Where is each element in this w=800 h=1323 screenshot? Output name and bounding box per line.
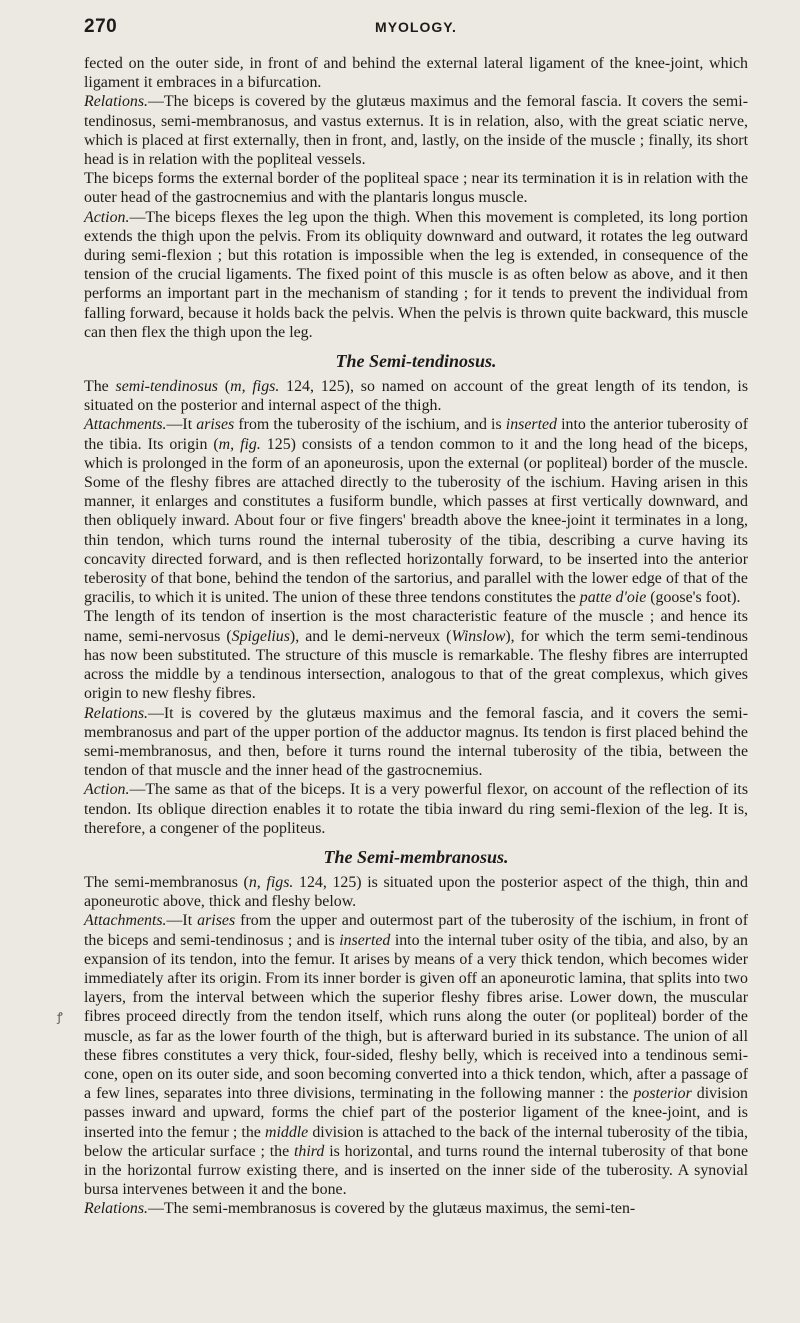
paragraph-lead: Relations. [84, 704, 148, 722]
paragraph: The length of its tendon of insertion is the most characteristic feature of the muscle ; and hence its name, semi-nervosus (Spigelius), and le demi-nerveux (Winslow), for which the term semi-tendinous has now been substituted. The structure of this muscle is remarkable. The fleshy fibres are interrupted across the middle by a tendinous intersection, analogous to that of the great complexus, which gives origin to new fleshy fibres. [84, 608, 748, 703]
paragraph: The semi-membranosus (n, figs. 124, 125) is situated upon the posterior aspect of the thigh, thin and aponeurotic above, thick and fleshy below. [84, 873, 748, 911]
page-number: 270 [84, 16, 118, 37]
paragraph: Attachments.—It arises from the upper and outermost part of the tuberosity of the ischium, in front of the biceps and semi-tendinosus ; and is inserted into the internal tuber osity of the tibia, and also, by an expansion of its tendon, into the femur. It arises by means of a very thick tendon, which becomes wider immediately after its origin. From its inner border is given off an aponeurotic lamina, that splits into two layers, from the interval between which the superior fleshy fibres arise. Lower down, the muscular fibres proceed directly from the tendon itself, which runs along the outer (or popliteal) border of the muscle, as far as the lower fourth of the thigh, but is afterward buried in its substance. The union of all these fibres constitutes a very thick, four-sided, fleshy belly, which is received into a tendinous semi-cone, open on its outer side, and soon becoming converted into a thick tendon, which, after a passage of a few lines, separates into three divisions, terminating in the following manner : the posterior division passes inward and upward, forms the chief part of the posterior ligament of the knee-joint, and is inserted into the femur ; the middle division is attached to the back of the internal tuberosity of the tibia, below the articular surface ; the third is horizontal, and turns round the internal tuberosity of that bone in the horizontal furrow existing there, and is inserted on the inner side of the tuberosity. A synovial bursa intervenes between it and the bone. [84, 912, 749, 1199]
paragraph: Action.—The biceps flexes the leg upon the thigh. When this movement is completed, its long portion extends the thigh upon the pelvis. From its obliquity downward and outward, it rotates the leg outward during semi-flexion ; but this rotation is impossible when the leg is extended, in consequence of the tension of the crucial ligaments. The fixed point of this muscle is as often below as above, and it then performs an important part in the mechanism of standing ; for it tends to prevent the individual from falling forward, because it holds back the pelvis. When the pelvis is thrown quite backward, this muscle can then flex the thigh upon the leg. [84, 208, 748, 341]
margin-mark: ꝭ [57, 1010, 63, 1024]
running-title: MYOLOGY. [375, 19, 457, 35]
paragraph-lead: Relations. [84, 1200, 148, 1218]
section-heading: The Semi-tendinosus. [335, 351, 497, 372]
paragraph: The semi-tendinosus (m, figs. 124, 125), so named on account of the great length of its tendon, is situated on the posterior and internal aspect of the thigh. [84, 378, 748, 415]
running-head [84, 16, 748, 40]
paragraph: The biceps forms the external border of the popliteal space ; near its termination it is in relation with the outer head of the gastrocnemius and with the plantaris longus muscle. [84, 170, 748, 207]
paragraph: Relations.—The semi-membranosus is covered by the glutæus maximus, the semi-ten- [84, 1200, 636, 1218]
section-heading: The Semi-membranosus. [323, 846, 509, 867]
paragraph: Action.—The same as that of the biceps. It is a very powerful flexor, on account of the reflection of its tendon. Its oblique direction enables it to rotate the tibia inward du ring semi-flexion of the leg. It is, therefore, a congener of the popliteus. [84, 781, 748, 837]
paragraph: Relations.—The biceps is covered by the glutæus maximus and the femoral fascia. It covers the semi-tendinosus, semi-membranosus, and vastus externus. It is in relation, also, with the great sciatic nerve, which is placed at first externally, then in front, and, lastly, on the inside of the muscle ; finally, its short head is in relation with the popliteal vessels. [84, 93, 748, 169]
paragraph-lead: Attachments. [84, 416, 167, 434]
paragraph: fected on the outer side, in front of and behind the external lateral ligament of the knee-joint, which ligament it embraces in a bifurcation. [84, 55, 748, 92]
paragraph-lead: Attachments. [84, 912, 167, 930]
paragraph-lead: Action. [84, 781, 130, 799]
paragraph: Attachments.—It arises from the tuberosity of the ischium, and is inserted into the anterior tuberosity of the tibia. Its origin (m, fig. 125) consists of a tendon common to it and the long head of the biceps, which is prolonged in the form of an aponeurosis, upon the external (or popliteal) border of the muscle. Some of the fleshy fibres are attached directly to the tuberosity of the ischium. Having arisen in this manner, it enlarges and constitutes a fusiform bundle, which passes at first vertically downward, and then obliquely inward. About four or five fingers' breadth above the knee-joint it terminates in a long, thin tendon, which turns round the internal tuberosity of the tibia, describing a curve having its concavity directed forward, and is then reflected horizontally forward, to be inserted into the anterior teberosity of that bone, behind the tendon of the sartorius, and parallel with the lower edge of that of the gracilis, to which it is united. The union of these three tendons constitutes the patte d'oie (goose's foot). [84, 416, 748, 607]
paragraph: Relations.—It is covered by the glutæus maximus and the femoral fascia, and it covers the semi-membranosus and part of the upper portion of the adductor magnus. Its tendon is first placed behind the semi-membranosus, and then, before it turns round the internal tuberosity of the tibia, between the tendon of that muscle and the inner head of the gastrocnemius. [84, 704, 748, 780]
paragraph-lead: Relations. [84, 93, 148, 111]
paragraph-lead: Action. [84, 208, 130, 226]
body-text [84, 54, 748, 1219]
